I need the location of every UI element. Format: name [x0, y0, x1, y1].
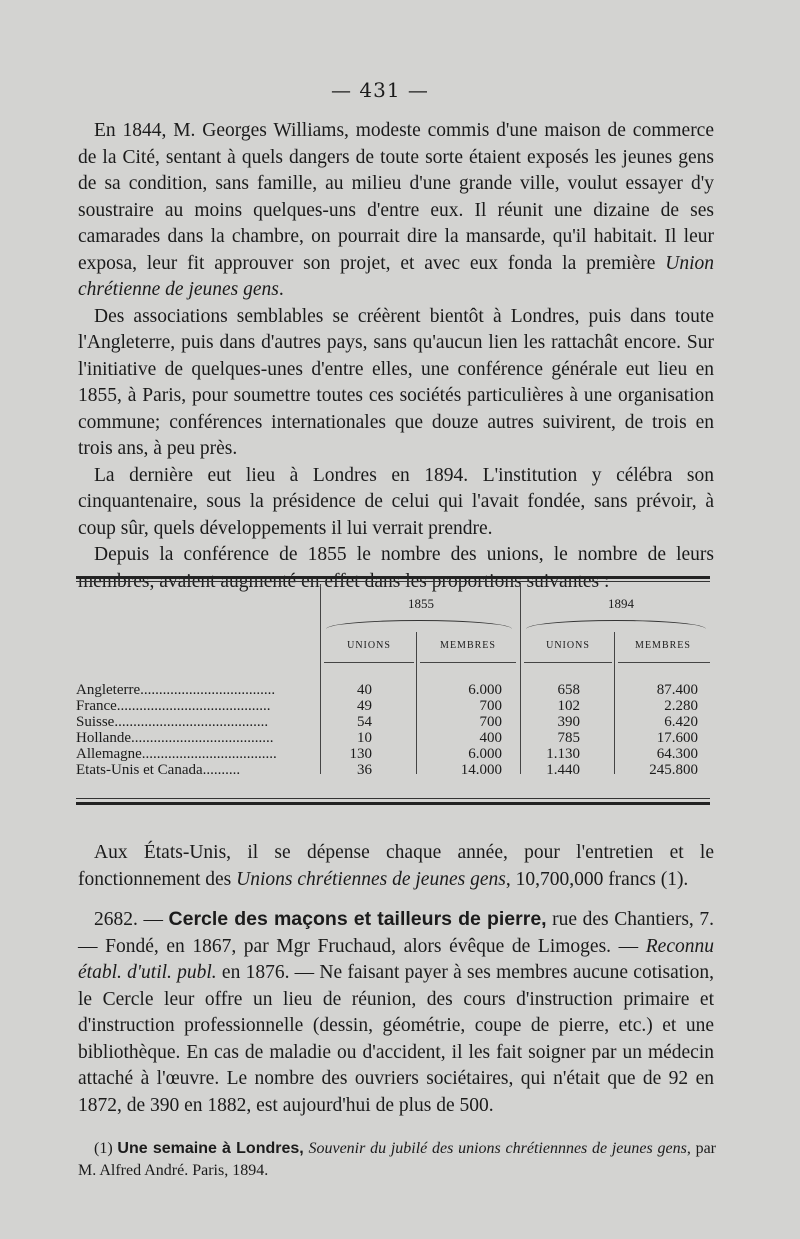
section-entry	[78, 906, 714, 1119]
cell-unions-1855: 10	[357, 730, 372, 746]
after-table-text	[78, 840, 714, 893]
year-header-1894: 1894	[608, 596, 634, 611]
header-underline	[324, 662, 414, 663]
cell-membres-1855: 400	[479, 730, 502, 746]
year-header-1855: 1855	[408, 596, 434, 611]
table-top-rule-thin	[76, 581, 710, 582]
section-2682	[78, 906, 714, 1119]
country-name: France.........................................	[76, 698, 271, 714]
text-run: La dernière eut lieu à Londres en 1894. L'institution y célébra son cinquantenaire, sous la présidence de celui qui l'avait fondée, sans prévoir, à coup sûr, quels développements il lui verrait prendre.	[78, 464, 714, 539]
bold-text: Une semaine à Londres,	[117, 1140, 304, 1157]
cell-unions-1894: 785	[557, 730, 580, 746]
text-run: .	[278, 279, 284, 300]
italic-text: Souvenir du jubilé des unions chrétiennnes de jeunes gens	[308, 1140, 687, 1157]
cell-membres-1894: 17.600	[656, 730, 698, 746]
country-name: Hollande......................................	[76, 730, 274, 746]
paragraph	[78, 463, 714, 543]
text-run: , par M. Alfred André. Paris, 1894.	[78, 1140, 717, 1179]
paragraph	[78, 304, 714, 463]
table-row	[76, 682, 710, 698]
cell-membres-1894: 87.400	[656, 682, 698, 698]
table-row	[76, 762, 710, 778]
col-header-unions-1855: UNIONS	[347, 640, 391, 651]
table-bottom-rule-thin	[76, 798, 710, 799]
table-row	[76, 698, 710, 714]
cell-unions-1894: 658	[557, 682, 580, 698]
bold-text: Cercle des maçons et tailleurs de pierre,	[168, 908, 547, 930]
footnote-text	[78, 1138, 716, 1182]
col-header-unions-1894: UNIONS	[546, 640, 590, 651]
page-number: — 431 —	[331, 78, 429, 102]
country-name: Etats-Unis et Canada..........	[76, 762, 241, 778]
text-run: 2682. —	[94, 909, 169, 930]
header-underline	[420, 662, 516, 663]
cell-unions-1855: 54	[357, 714, 372, 730]
table-row	[76, 714, 710, 730]
col-header-membres-1894: MEMBRES	[635, 640, 691, 651]
text-run: (1)	[94, 1140, 118, 1157]
cell-unions-1894: 1.440	[546, 762, 580, 778]
italic-text: Reconnu établ. d'util. publ.	[78, 935, 714, 983]
country-name: Allemagne....................................	[76, 746, 277, 762]
cell-membres-1894: 245.800	[649, 762, 698, 778]
paragraph	[78, 840, 714, 893]
header-underline	[524, 662, 612, 663]
cell-unions-1855: 49	[357, 698, 372, 714]
cell-membres-1894: 64.300	[656, 746, 698, 762]
cell-membres-1855: 6.000	[468, 746, 502, 762]
footnote	[78, 1138, 716, 1182]
text-run: Aux États-Unis, il se dépense chaque année, pour l'entretien et le fonctionnement des	[78, 842, 714, 890]
cell-unions-1894: 102	[557, 698, 580, 714]
cell-unions-1855: 130	[349, 746, 372, 762]
cell-membres-1855: 700	[479, 698, 502, 714]
cell-unions-1894: 390	[557, 714, 580, 730]
cell-unions-1894: 1.130	[546, 746, 580, 762]
cell-membres-1894: 2.280	[664, 698, 698, 714]
year-brace	[326, 620, 512, 629]
table-top-rule	[76, 576, 710, 579]
text-run: en 1876. — Ne faisant payer à ses membres aucune cotisation, le Cercle leur offre un lieu de réunion, des cours d'instruction primaire et d'instruction professionnelle (dessin, géométrie, coupe de pierre, etc.) et une bibliothèque. En cas de maladie ou d'accident, il les fait soigner par un médecin attaché à l'œuvre. Le nombre des ouvriers sociétaires, qui n'était que de 92 en 1872, de 390 en 1882, est aujourd'hui de plus de 500.	[78, 962, 714, 1116]
cell-membres-1894: 6.420	[664, 714, 698, 730]
country-name: Angleterre....................................	[76, 682, 276, 698]
header-underline	[618, 662, 710, 663]
cell-unions-1855: 40	[357, 682, 372, 698]
year-brace	[526, 620, 706, 629]
text-run: Depuis la conférence de 1855 le nombre des unions, le nombre de leurs	[94, 544, 714, 565]
text-run: En 1844, M. Georges Williams, modeste commis d'une maison de commerce de la Cité, sentant à quels dangers de toute sorte étaient exposés les jeunes gens de sa condition, sans famille, au milieu d'une grande ville, voulut essayer d'y soustraire au moins quelques-uns d'entre eux. Il réunit une dizaine de ses camarades dans la chambre, on pourrait dire la mansarde, qu'il habitait. Il leur exposa, leur fit approuver son projet, et avec eux fonda la première	[78, 120, 714, 274]
table-row	[76, 730, 710, 746]
text-run: rue des Chantiers, 7. — Fondé, en 1867, par Mgr Fruchaud, alors évêque de Limoges. —	[78, 909, 714, 957]
cell-unions-1855: 36	[357, 762, 372, 778]
paragraph	[78, 118, 714, 304]
italic-text: Union chrétienne de jeunes gens	[78, 252, 714, 300]
table-row	[76, 746, 710, 762]
text-run: , 10,700,000 francs (1).	[505, 868, 689, 890]
col-header-membres-1855: MEMBRES	[440, 640, 496, 651]
table-bottom-rule	[76, 802, 710, 805]
cell-membres-1855: 700	[479, 714, 502, 730]
italic-text: Unions chrétiennes de jeunes gens	[236, 868, 506, 890]
intro-text	[78, 118, 714, 595]
cell-membres-1855: 14.000	[460, 762, 502, 778]
text-run: Des associations semblables se créèrent bientôt à Londres, puis dans toute l'Angleterre, puis dans d'autres pays, sans qu'aucun lien les rattachât encore. Sur l'initiative de quelques-unes d'entre elles, une conférence générale eut lieu en 1855, à Paris, pour soumettre toutes ces sociétés particulières à une organisation commune; conférences internationales que douze autres suivirent, de trois en trois ans, à peu près.	[78, 305, 714, 459]
statistics-table	[76, 576, 710, 806]
cell-membres-1855: 6.000	[468, 682, 502, 698]
country-name: Suisse.........................................	[76, 714, 269, 730]
